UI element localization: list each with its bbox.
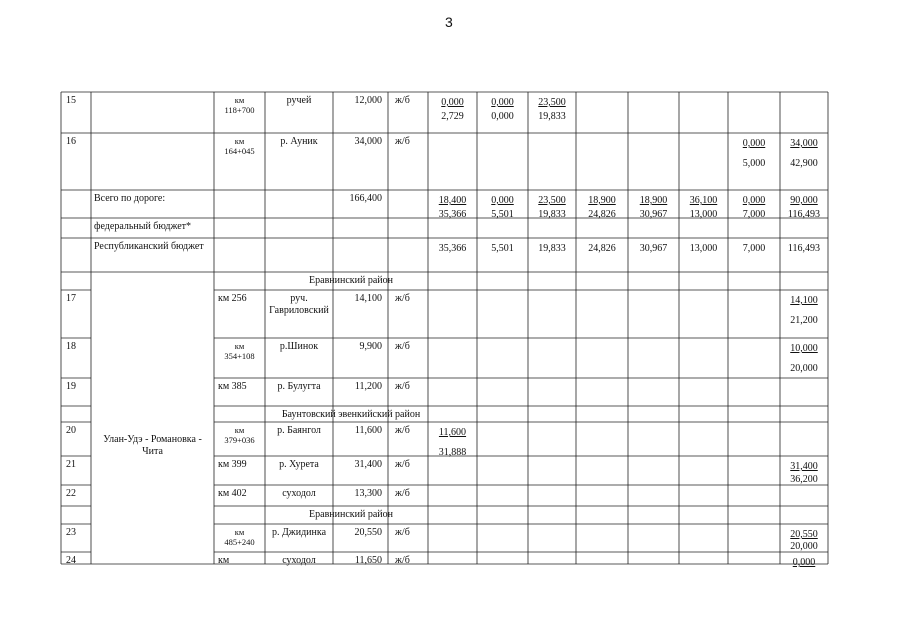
- object-name: суходол: [282, 488, 316, 499]
- plan-value: 34,000: [790, 138, 818, 149]
- fact-value: 116,493: [787, 209, 821, 220]
- plan-value: 0,000: [792, 557, 816, 568]
- plan-value: 90,000: [790, 195, 818, 206]
- plan-value: 0,000: [491, 97, 514, 108]
- construction-type: ж/б: [395, 488, 410, 499]
- fact-value: 20,000: [790, 363, 818, 374]
- row-label: Республиканский бюджет: [94, 241, 204, 252]
- row-number: 24: [66, 555, 76, 566]
- plan-value: 10,000: [790, 343, 818, 354]
- km-value: км 399: [218, 459, 247, 470]
- row-label: Всего по дороге:: [94, 193, 166, 204]
- section-heading: Еравнинский район: [309, 275, 393, 286]
- fact-value: 7,000: [742, 209, 766, 220]
- fact-value: 19,833: [538, 111, 566, 122]
- fact-value: 21,200: [790, 315, 818, 326]
- length-value: 11,200: [354, 381, 382, 392]
- fact-value: 36,200: [790, 474, 818, 485]
- fact-value: 13,000: [689, 209, 718, 220]
- object-name: р. Баянгол: [277, 425, 321, 436]
- length-value: 34,000: [354, 136, 382, 147]
- row-number: 22: [66, 488, 76, 499]
- plan-value: 36,100: [689, 195, 718, 206]
- plan-value: 18,900: [588, 195, 616, 206]
- length-value: 9,900: [359, 341, 382, 352]
- km-value: км: [218, 555, 230, 566]
- fact-value: 42,900: [790, 158, 818, 169]
- km-value: км 402: [218, 488, 247, 499]
- row-number: 16: [66, 136, 76, 147]
- plan-value: 23,500: [538, 97, 566, 108]
- km-label: км: [234, 341, 245, 351]
- construction-type: ж/б: [395, 136, 410, 147]
- fact-value: 31,888: [438, 447, 467, 458]
- length-value: 14,100: [354, 293, 382, 304]
- plan-value: 18,900: [639, 195, 668, 206]
- plan-value: 20,550: [790, 529, 818, 540]
- length-value: 11,650: [354, 555, 382, 566]
- fact-value: 20,000: [790, 541, 818, 552]
- km-value: км 385: [218, 381, 247, 392]
- km-value: 379+036: [224, 435, 255, 445]
- object-name: р. Ауник: [280, 136, 318, 147]
- km-label: км: [234, 527, 245, 537]
- km-value: 118+700: [224, 105, 255, 115]
- object-name: руч. Гавриловский: [269, 293, 329, 316]
- plan-value: 11,600: [438, 427, 467, 438]
- plan-value: 14,100: [790, 295, 818, 306]
- section-heading: Баунтовский эвенкийский район: [281, 409, 421, 420]
- length-value: 166,400: [349, 193, 382, 204]
- object-name: р. Булугта: [277, 381, 321, 392]
- construction-type: ж/б: [395, 293, 410, 304]
- budget-value: 30,967: [639, 243, 668, 254]
- construction-type: ж/б: [395, 95, 410, 106]
- construction-type: ж/б: [395, 341, 410, 352]
- budget-value: 13,000: [689, 243, 718, 254]
- object-name: р. Джидинка: [271, 527, 327, 538]
- object-name: суходол: [282, 555, 316, 566]
- km-value: 354+108: [224, 351, 255, 361]
- budget-value: 5,501: [491, 243, 514, 254]
- km-value: км 256: [218, 293, 247, 304]
- budget-value: 7,000: [742, 243, 766, 254]
- plan-value: 0,000: [491, 195, 514, 206]
- fact-value: 24,826: [588, 209, 616, 220]
- row-number: 19: [66, 381, 76, 392]
- construction-type: ж/б: [395, 459, 410, 470]
- row-number: 15: [66, 95, 76, 106]
- km-value: 485+240: [224, 537, 255, 547]
- budget-value: 116,493: [787, 243, 821, 254]
- object-name: р.Шинок: [279, 341, 319, 352]
- fact-value: 5,501: [491, 209, 514, 220]
- length-value: 20,550: [354, 527, 382, 538]
- length-value: 31,400: [354, 459, 382, 470]
- fact-value: 30,967: [639, 209, 668, 220]
- fact-value: 5,000: [742, 158, 766, 169]
- row-number: 20: [66, 425, 76, 436]
- section-heading: Еравнинский район: [309, 509, 393, 520]
- length-value: 11,600: [354, 425, 382, 436]
- km-label: км: [234, 95, 245, 105]
- row-label: федеральный бюджет*: [94, 221, 192, 232]
- page-number: 3: [445, 14, 453, 30]
- budget-value: 19,833: [538, 243, 566, 254]
- plan-value: 0,000: [742, 138, 766, 149]
- plan-value: 23,500: [538, 195, 566, 206]
- budget-value: 24,826: [588, 243, 616, 254]
- length-value: 13,300: [354, 488, 382, 499]
- object-name: р. Хурета: [279, 459, 319, 470]
- plan-value: 31,400: [790, 461, 818, 472]
- row-number: 17: [66, 293, 76, 304]
- budget-value: 35,366: [438, 243, 467, 254]
- row-number: 21: [66, 459, 76, 470]
- fact-value: 0,000: [491, 111, 514, 122]
- fact-value: 19,833: [538, 209, 566, 220]
- row-number: 23: [66, 527, 76, 538]
- construction-type: ж/б: [395, 527, 410, 538]
- plan-value: 0,000: [441, 97, 464, 108]
- row-number: 18: [66, 341, 76, 352]
- fact-value: 35,366: [438, 209, 467, 220]
- plan-value: 18,400: [438, 195, 467, 206]
- km-label: км: [234, 136, 245, 146]
- construction-type: ж/б: [395, 555, 410, 566]
- fact-value: 2,729: [441, 111, 464, 122]
- plan-value: 0,000: [742, 195, 766, 206]
- construction-type: ж/б: [395, 381, 410, 392]
- road-name: Улан-Удэ - Романовка - Чита: [103, 434, 202, 457]
- length-value: 12,000: [354, 95, 382, 106]
- object-name: ручей: [286, 95, 312, 106]
- km-label: км: [234, 425, 245, 435]
- km-value: 164+045: [224, 146, 255, 156]
- construction-type: ж/б: [395, 425, 410, 436]
